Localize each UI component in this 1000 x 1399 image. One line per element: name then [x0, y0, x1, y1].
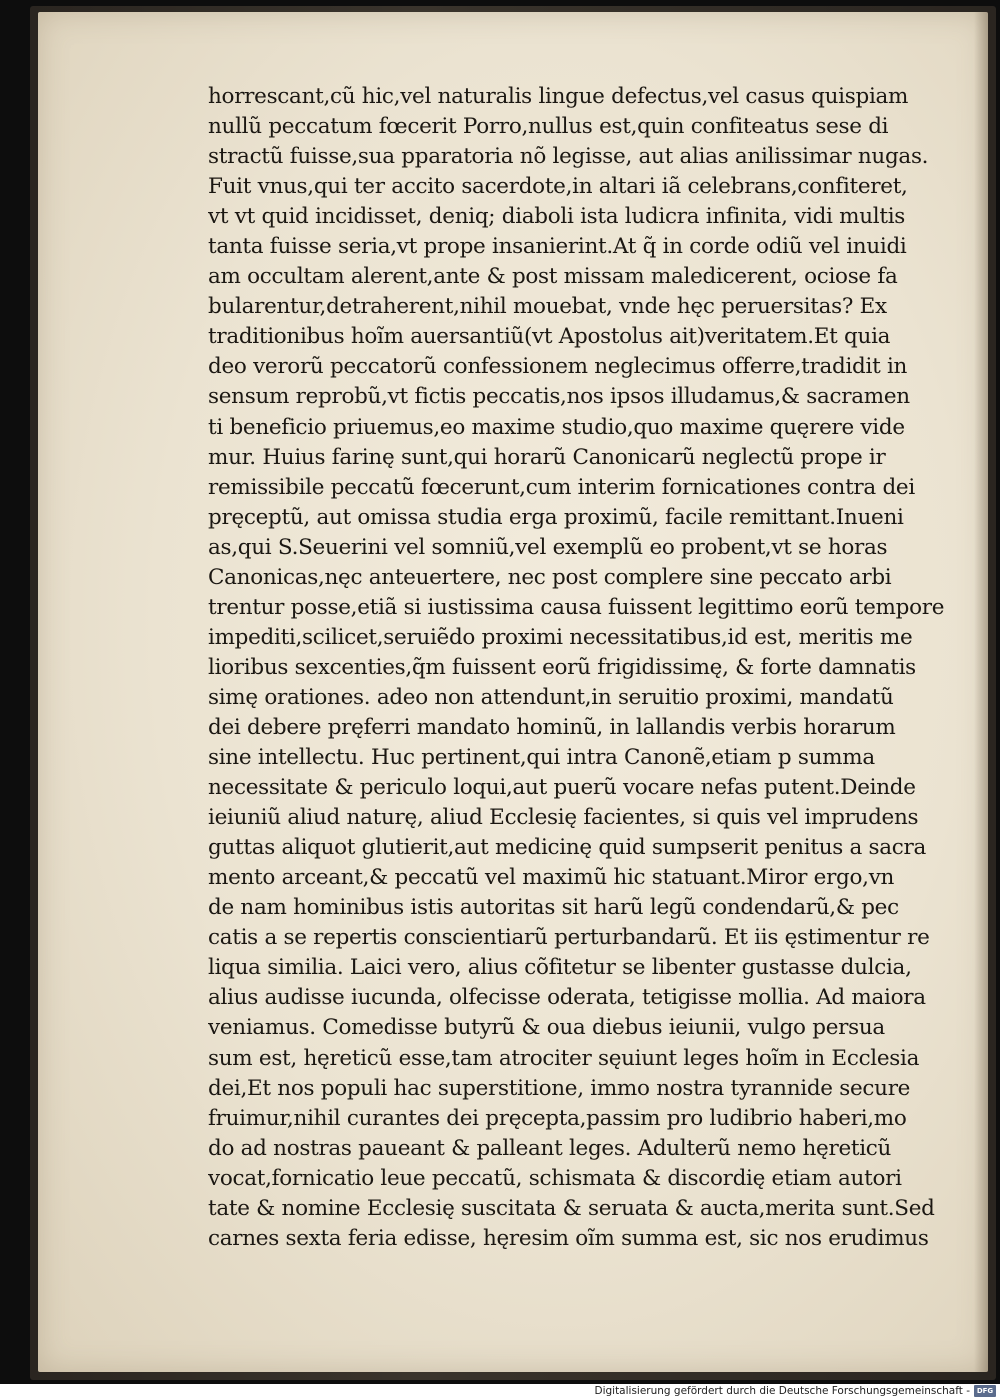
text-line: pręceptũ, aut omissa studia erga proximũ, facile remittant.Inueni [208, 504, 904, 530]
dfg-logo: DFG [974, 1385, 996, 1397]
text-line: as,qui S.Seuerini vel somniũ,vel exemplũ eo probent,vt se horas [208, 534, 888, 560]
text-line: trentur posse,etiã si iustissima causa fuissent legittimo eorũ tempore [208, 594, 945, 620]
text-line: sensum reprobũ,vt fictis peccatis,nos ipsos illudamus,& sacramen [208, 384, 910, 410]
footer-bar [0, 1384, 1000, 1399]
text-line: Canonicas,nęc anteuertere, nec post complere sine peccato arbi [208, 564, 892, 590]
text-line: dei,Et nos populi hac superstitione, immo nostra tyrannide secure [208, 1075, 911, 1101]
text-line: fruimur,nihil curantes dei pręcepta,passim pro ludibrio haberi,mo [208, 1105, 907, 1131]
text-line: stractũ fuisse,sua pparatoria nõ legisse, aut alias anilissimar nugas. [208, 144, 929, 170]
text-line: bularentur,detraherent,nihil mouebat, vnde hęc peruersitas? Ex [208, 294, 887, 320]
text-line: dei debere pręferri mandato hominũ, in lallandis verbis horarum [208, 714, 896, 740]
text-line: vt vt quid incidisset, deniq; diaboli ista ludicra infinita, vidi multis [208, 204, 906, 230]
text-line: necessitate & periculo loqui,aut puerũ vocare nefas putent.Deinde [208, 775, 916, 801]
text-line: lioribus sexcenties,q̃m fuissent eorũ frigidissimę, & forte damnatis [208, 654, 916, 680]
text-line: ti beneficio priuemus,eo maxime studio,quo maxime quęrere vide [208, 414, 905, 440]
text-line: sum est, hęreticũ esse,tam atrociter sęuiunt leges hoĩm in Ecclesia [208, 1045, 920, 1071]
text-line: mento arceant,& peccatũ vel maximũ hic statuant.Miror ergo,vn [208, 865, 895, 891]
text-line: do ad nostras paueant & palleant leges. Adulterũ nemo hęreticũ [208, 1135, 892, 1161]
text-line: alius audisse iucunda, olfecisse oderata, tetigisse mollia. Ad maiora [208, 985, 926, 1011]
text-line: deo verorũ peccatorũ confessionem neglecimus offerre,tradidit in [208, 354, 908, 380]
text-line: mur. Huius farinę sunt,qui horarũ Canonicarũ neglectũ prope ir [208, 444, 886, 470]
text-line: guttas aliquot glutierit,aut medicinę quid sumpserit penitus a sacra [208, 835, 927, 861]
text-line: impediti,scilicet,seruiẽdo proximi necessitatibus,id est, meritis me [208, 624, 913, 650]
text-line: de nam hominibus istis autoritas sit harũ legũ condendarũ,& pec [208, 895, 899, 921]
text-line: tate & nomine Ecclesię suscitata & seruata & aucta,merita sunt.Sed [208, 1195, 935, 1221]
digitization-credit: Digitalisierung gefördert durch die Deutsche Forschungsgemeinschaft - [594, 1385, 970, 1397]
text-line: liqua similia. Laici vero, alius cõfitetur se libenter gustasse dulcia, [208, 955, 912, 981]
page-text-block [208, 82, 952, 1254]
text-line: nullũ peccatum fœcerit Porro,nullus est,quin confiteatus sese di [208, 114, 889, 140]
text-line: carnes sexta feria edisse, hęresim oĩm summa est, sic nos erudimus [208, 1225, 929, 1251]
text-line: Fuit vnus,qui ter accito sacerdote,in altari iã celebrans,confiteret, [208, 174, 908, 200]
page-edge [974, 12, 988, 1372]
text-line: ieiuniũ aliud naturę, aliud Ecclesię facientes, si quis vel imprudens [208, 805, 919, 831]
text-line: veniamus. Comedisse butyrũ & oua diebus ieiunii, vulgo persua [208, 1015, 885, 1041]
text-line: horrescant,cũ hic,vel naturalis lingue defectus,vel casus quispiam [208, 84, 909, 109]
text-line: catis a se repertis conscientiarũ perturbandarũ. Et iis ęstimentur re [208, 925, 930, 951]
text-line: am occultam alerent,ante & post missam maledicerent, ociose fa [208, 264, 898, 290]
text-line: simę orationes. adeo non attendunt,in seruitio proximi, mandatũ [208, 684, 894, 710]
text-line: traditionibus hoĩm auersantiũ(vt Apostolus ait)veritatem.Et quia [208, 324, 891, 350]
text-line: tanta fuisse seria,vt prope insanierint.At q̃ in corde odiũ vel inuidi [208, 234, 907, 260]
text-line: remissibile peccatũ fœcerunt,cum interim fornicationes contra dei [208, 474, 915, 500]
text-line: vocat,fornicatio leue peccatũ, schismata & discordię etiam autori [208, 1165, 902, 1191]
text-line: sine intellectu. Huc pertinent,qui intra Canonẽ,etiam p summa [208, 745, 875, 771]
